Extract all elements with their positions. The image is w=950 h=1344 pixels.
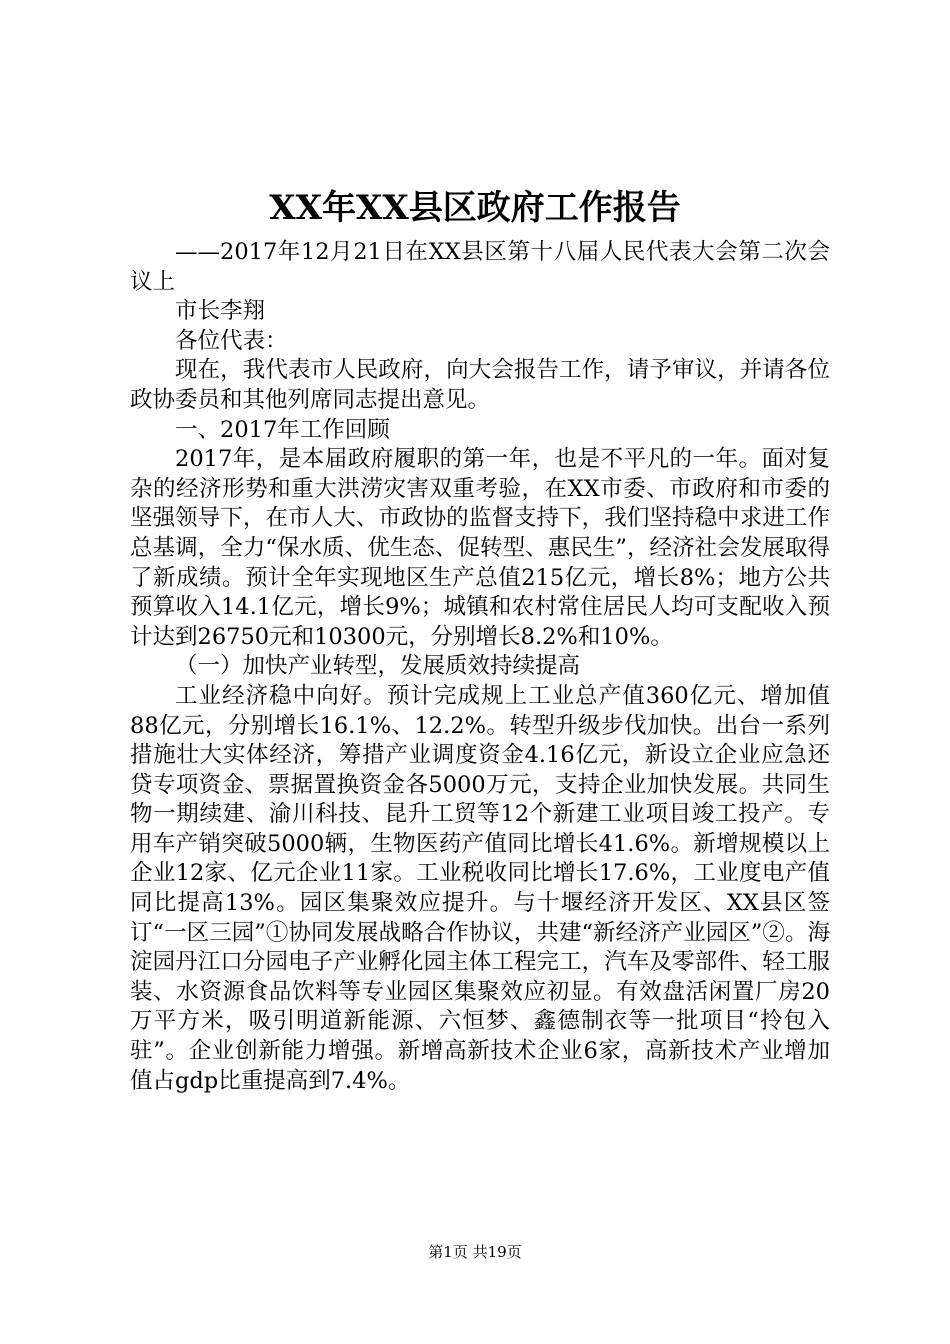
section-heading: 一、2017年工作回顾 — [175, 416, 390, 443]
review-paragraph: 2017年，是本届政府履职的第一年，也是不平凡的一年。面对复杂的经济形势和重大洪涝灾害双重考验，在XX市委、市政府和市委的坚强领导下，在市人大、市政协的监督支持下，我们坚持稳中求进工作总基调，全力“保水质、优生态、促转型、惠民生”，经济社会发展取得了新成绩。预计全年实现地区生产总值215亿元，增长8%；地方公共预算收入14.1亿元，增长9%；城镇和农村常住居民人均可支配收入预计达到26750元和10300元，分别增长8.2%和10%。 — [130, 446, 830, 650]
salutation: 各位代表： — [175, 327, 288, 354]
opening-paragraph: 现在，我代表市人民政府，向大会报告工作，请予审议，并请各位政协委员和其他列席同志提出意见。 — [130, 357, 830, 413]
document-body — [130, 238, 830, 1096]
speaker-line: 市长李翔 — [175, 298, 266, 325]
subtitle-meeting: ——2017年12月21日在XX县区第十八届人民代表大会第二次会议上 — [130, 239, 830, 295]
document-title: XX年XX县区政府工作报告 — [269, 188, 681, 228]
subsection-heading: （一）加快产业转型，发展质效持续提高 — [175, 653, 581, 680]
page-footer: 第1页 共19页 — [428, 1243, 522, 1261]
industry-paragraph: 工业经济稳中向好。预计完成规上工业总产值360亿元、增加值88亿元，分别增长16.1%、12.2%。转型升级步伐加快。出台一系列措施壮大实体经济，筹措产业调度资金4.16亿元，新设立企业应急还贷专项资金、票据置换资金各5000万元，支持企业加快发展。共同生物一期续建、渝川科技、昆升工贸等12个新建工业项目竣工投产。专用车产销突破5000辆，生物医药产值同比增长41.6%。新增规模以上企业12家、亿元企业11家。工业税收同比增长17.6%，工业度电产值同比提高13%。园区集聚效应提升。与十堰经济开发区、XX县区签订“一区三园”①协同发展战略合作协议，共建“新经济产业园区”②。海淀园丹江口分园电子产业孵化园主体工程完工，汽车及零部件、轻工服装、水资源食品饮料等专业园区集聚效应初显。有效盘活闲置厂房20万平方米，吸引明道新能源、六恒梦、鑫德制衣等一批项目“拎包入驻”。企业创新能力增强。新增高新技术企业6家，高新技术产业增加值占gdp比重提高到7.4%。 — [130, 682, 830, 1094]
